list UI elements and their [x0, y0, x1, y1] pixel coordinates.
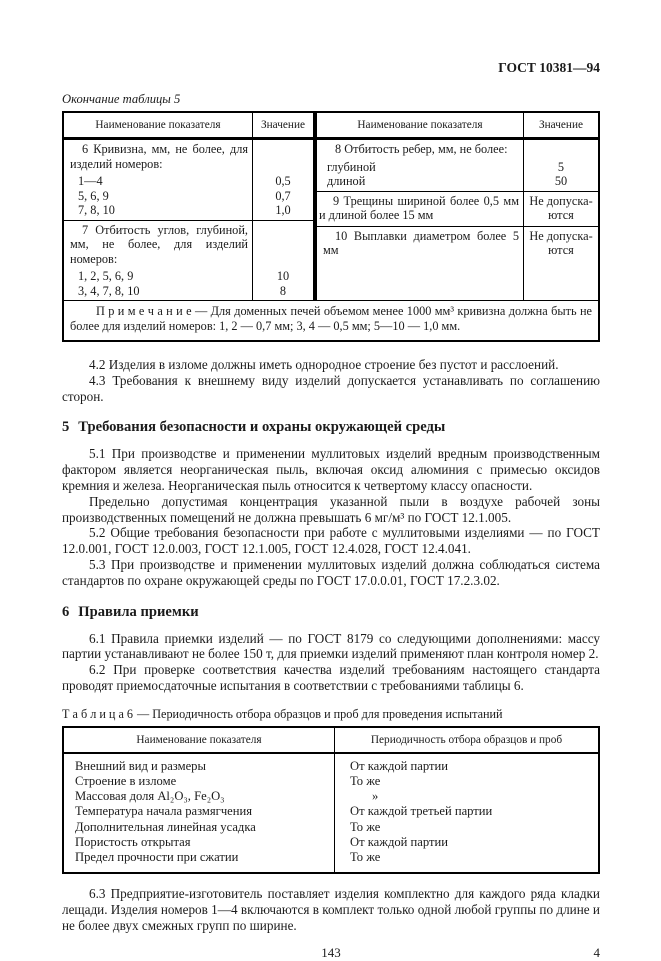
item-value: 50 — [554, 174, 568, 188]
value-line: ются — [548, 208, 574, 222]
row-title: 10 Выплавки диаметром более 5 мм — [323, 228, 519, 257]
table6-cell-period: То же — [350, 773, 381, 788]
item-label: 7, 8, 10 — [78, 203, 115, 217]
table6-col-header-period: Периодичность отбора образцов и проб — [370, 733, 563, 746]
section-5-heading — [62, 419, 600, 436]
table5-row-curvature — [64, 140, 313, 221]
name-cell — [64, 221, 253, 301]
table5-col-header-value-left: Значение — [260, 118, 306, 131]
paragraph-6-1: 6.1 Правила приемки изделий — по ГОСТ 8179 со следующими дополнениями: массу партии устанавливают не более 150 т, для приемки изделий применяют план контроля номер 2. — [62, 630, 600, 662]
table6-caption-text: — Периодичность отбора образцов и проб для проведения испытаний — [137, 706, 503, 721]
table6-caption-label: Т а б л и ц а 6 — [62, 706, 134, 721]
table6-cell-period: То же — [350, 819, 381, 834]
item-value: 10 — [276, 269, 290, 283]
table6-period-column — [335, 754, 598, 872]
table5-caption: Окончание таблицы 5 — [62, 92, 181, 106]
table6 — [62, 726, 600, 874]
note-text: — Для доменных печей объемом менее 1000 мм³ кривизна должна быть не более для изделий номеров: 1, 2 — 0,7 мм; 3, 4 — 0,5 мм; 5—10 — 1,0 мм. — [70, 304, 592, 333]
paragraph-5-3: 5.3 При производстве и применении муллитовых изделий должна соблюдаться система стандартов по охране окружающей среды по ГОСТ 17.0.0.01, ГОСТ 17.2.3.02. — [62, 556, 600, 588]
value-line: Не допуска- — [529, 193, 593, 208]
value-line: ются — [548, 243, 574, 257]
name-cell — [317, 140, 524, 191]
name-cell — [64, 140, 253, 220]
table6-cell-name: Предел прочности при сжатии — [75, 849, 239, 864]
table6-cell-period: От каждой партии — [350, 758, 449, 773]
row-title: 6 Кривизна, мм, не более, для изделий номеров: — [70, 142, 248, 171]
section-number: 6 — [62, 603, 70, 620]
table5-header-left-half — [64, 113, 317, 137]
table6-cell-name: Температура начала размягчения — [75, 804, 253, 819]
table5-left-half — [64, 140, 317, 300]
table6-cell-period: То же — [350, 849, 381, 864]
item-label: 3, 4, 7, 8, 10 — [78, 283, 140, 298]
item-label: 1—4 — [78, 174, 103, 188]
table6-body — [64, 754, 598, 872]
item-value: 0,5 — [275, 174, 291, 188]
table6-name-column — [64, 754, 335, 872]
table6-caption — [62, 707, 600, 722]
table5-header-row — [64, 113, 598, 140]
table5 — [62, 111, 600, 342]
value-cell — [253, 221, 313, 301]
paragraph-6-2: 6.2 При проверке соответствия качества изделий требованиям настоящего стандарта проводят приемосдаточные испытания в соответствии с требованиями таблицы 6. — [62, 662, 600, 693]
table5-header-right-half — [317, 113, 598, 137]
table5-col-header-name-left: Наименование показателя — [64, 113, 253, 137]
name-cell — [317, 227, 524, 301]
table6-cell-name: Пористость открытая — [75, 834, 191, 849]
doc-code: ГОСТ 10381—94 — [498, 60, 600, 75]
row-title: 7 Отбитость углов, глубиной, мм, не более, для изделий номеров: — [70, 222, 248, 266]
table5-col-header-name-right: Наименование показателя — [317, 113, 524, 137]
page-number-center: 143 — [321, 944, 341, 960]
paragraph-5-1-cont: Предельно допустимая концентрация указанной пыли в воздухе рабочей зоны производственных помещений не должна превышать 6 мг/м³ по ГОСТ 12.1.005. — [62, 493, 600, 525]
table6-cell-name: Внешний вид и размеры — [75, 758, 206, 773]
table5-row-corner-chips — [64, 221, 313, 301]
paragraph-6-3: 6.3 Предприятие-изготовитель поставляет изделия комплектно для каждого ряда кладки лещади. Изделия номеров 1—4 включаются в комплект только одной любой группы по длине и не более двух смежных групп по ширине. — [62, 886, 600, 933]
table6-cell-period: От каждой партии — [350, 834, 449, 849]
table6-cell-name: Строение в изломе — [75, 773, 177, 788]
item-value: 1,0 — [275, 203, 291, 217]
table5-body — [64, 140, 598, 300]
item-value: 8 — [279, 283, 287, 298]
table5-row-cracks — [317, 192, 598, 227]
note-label: П р и м е ч а н и е — [96, 304, 192, 318]
value-line: Не допуска- — [529, 228, 593, 243]
table6-cell-period: » — [372, 789, 379, 804]
table6-cell-name: Массовая доля Al₂O₃, Fe₂O₃ — [75, 789, 225, 804]
page-footer — [62, 945, 600, 961]
table6-cell-name: Дополнительная линейная усадка — [75, 819, 256, 834]
value-cell — [253, 140, 313, 220]
table5-note — [64, 300, 598, 340]
table6-cell-period: От каждой третьей партии — [350, 804, 493, 819]
item-value: 5 — [557, 159, 565, 174]
paragraph-4-2: 4.2 Изделия в изломе должны иметь однородное строение без пустот и расслоений. — [89, 357, 559, 372]
paragraph-4-3: 4.3 Требования к внешнему виду изделий допускается устанавливать по соглашению сторон. — [62, 372, 600, 404]
table6-col-header-name: Наименование показателя — [64, 728, 335, 752]
table5-row-edge-chips — [317, 140, 598, 192]
table5-col-header-value-right: Значение — [538, 118, 584, 131]
item-label: длиной — [327, 174, 366, 188]
paragraph-5-1: 5.1 При производстве и применении муллитовых изделий вредным производственным фактором является неорганическая пыль, включая оксид алюминия с примесью оксидов кремния и железа. Неорганическая пыль относится к четвертому классу опасности. — [62, 446, 600, 493]
table5-row-melts — [317, 227, 598, 301]
row-title: 8 Отбитость ребер, мм, не более: — [335, 142, 508, 156]
item-label: 1, 2, 5, 6, 9 — [78, 269, 134, 283]
item-label: глубиной — [327, 159, 376, 174]
table6-header-row — [64, 728, 598, 754]
item-value: 0,7 — [275, 188, 291, 203]
value-cell — [524, 192, 598, 226]
section-title: Требования безопасности и охраны окружающей среды — [78, 419, 446, 436]
section-number: 5 — [62, 419, 70, 436]
item-label: 5, 6, 9 — [78, 188, 109, 203]
value-cell — [524, 140, 598, 191]
name-cell — [317, 192, 524, 226]
page-number-right: 4 — [593, 944, 600, 960]
section-title: Правила приемки — [78, 603, 199, 620]
row-title: 9 Трещины шириной более 0,5 мм и длиной более 15 мм — [319, 193, 519, 222]
section-6-heading — [62, 604, 600, 621]
table5-right-half — [317, 140, 598, 300]
paragraph-5-2: 5.2 Общие требования безопасности при работе с муллитовыми изделиями — по ГОСТ 12.0.001, ГОСТ 12.0.003, ГОСТ 12.1.005, ГОСТ 12.4.028, ГОСТ 12.4.041. — [62, 525, 600, 557]
value-cell — [524, 227, 598, 301]
